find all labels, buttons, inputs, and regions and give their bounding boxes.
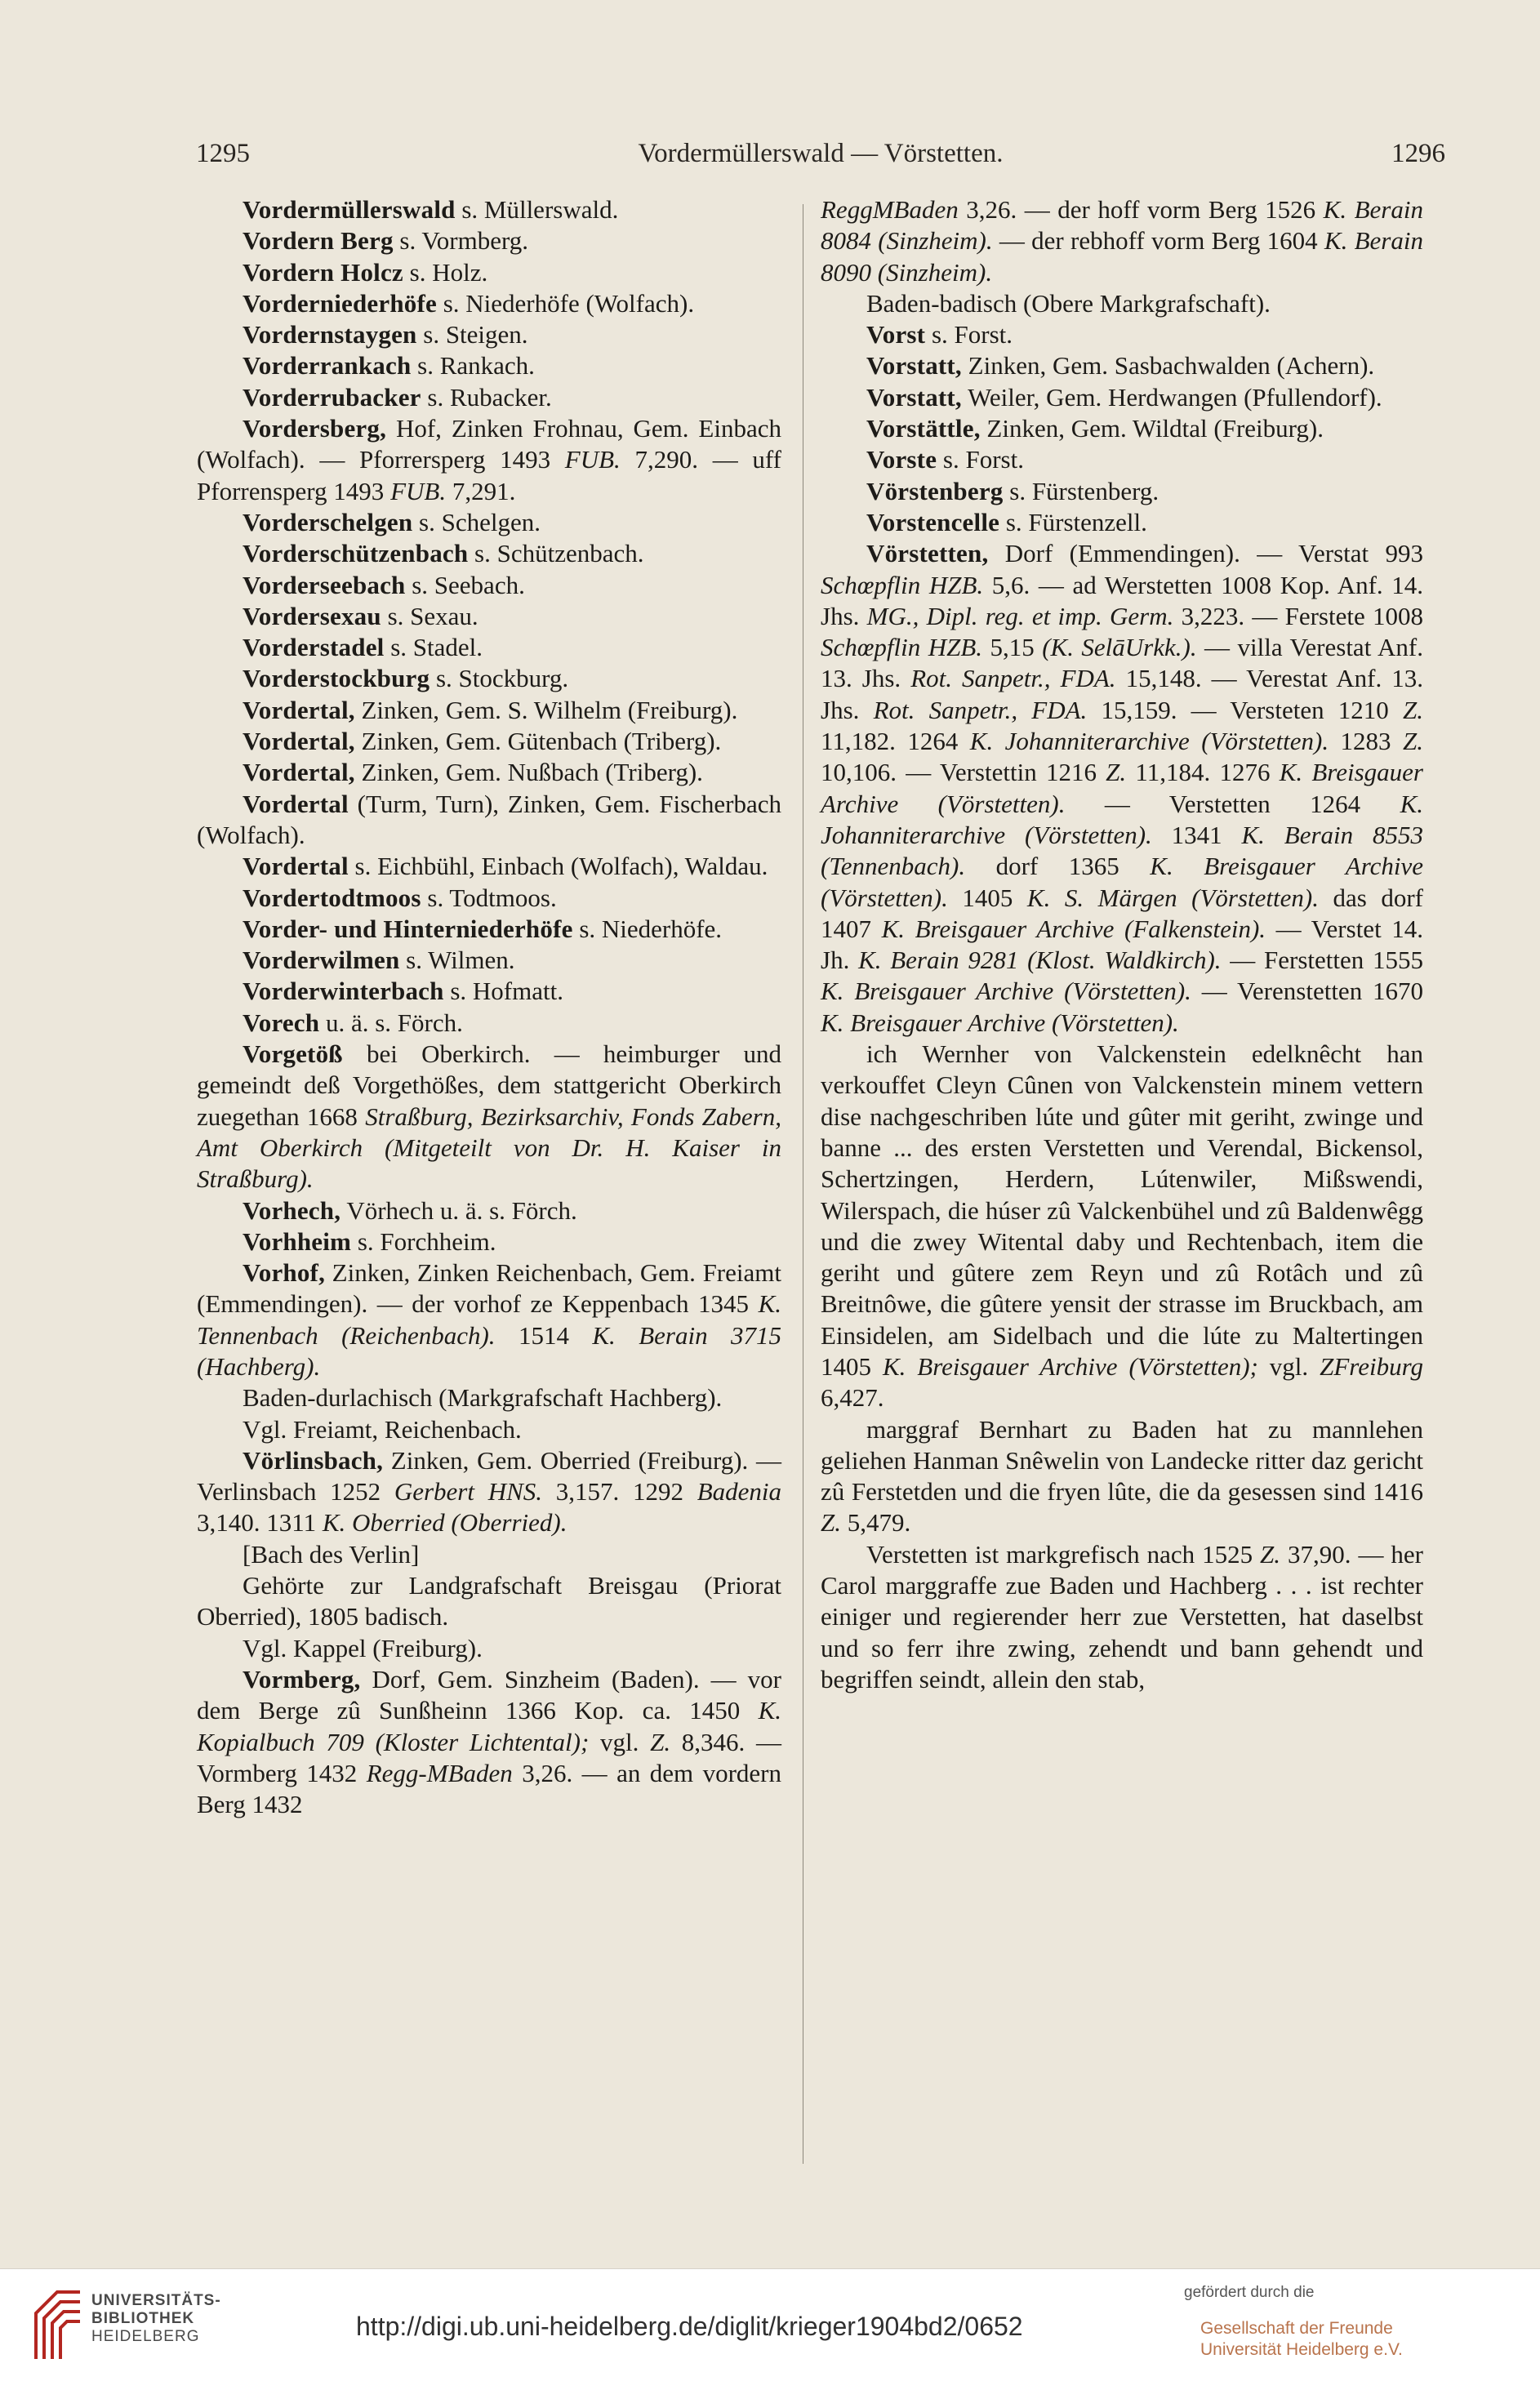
entry-text: s. Wilmen. [399,946,515,975]
entry-text: — Ferstetten 1555 [1221,946,1423,975]
running-header [196,139,1445,171]
entry-text: 10,106. — Verstettin 1216 [821,758,1106,787]
source-citation: ZFreiburg [1320,1351,1423,1381]
entry-text: 1283 [1329,727,1404,756]
dictionary-entry [821,1539,1423,1695]
entry-headword: Vordertal, [243,727,355,756]
dictionary-entry [821,350,1423,381]
dictionary-entry [197,1257,781,1382]
sponsor-line: Gesellschaft der Freunde [1200,2319,1393,2338]
entry-text: s. Niederhöfe (Wolfach). [436,288,695,318]
entry-text: s. Hofmatt. [443,977,563,1006]
dictionary-entry [197,413,781,507]
dictionary-entry [197,350,781,381]
entry-headword: Vorderseebach [243,570,406,599]
entry-headword: Vörstetten, [866,539,989,568]
entry-headword: Vordersexau [243,601,381,630]
dictionary-entry [821,538,1423,1039]
entry-text: Zinken, Gem. Oberried (Freiburg). — Verlinsbach 1252 [197,1445,781,1507]
entry-text: s. Forst. [937,445,1024,474]
entry-headword: Vorste [866,445,937,474]
entry-headword: Vorderstadel [243,633,385,662]
dictionary-entry [197,1008,781,1039]
entry-headword: Vorstatt, [866,382,962,412]
entry-headword: Vorderniederhöfe [243,288,437,318]
entry-text: — Verstetten 1264 [1065,789,1400,818]
entry-text: 15,159. — Versteten 1210 [1087,695,1403,724]
dictionary-entry [197,1633,781,1664]
source-citation: Z. [1260,1539,1281,1569]
entry-headword: Vorstencelle [866,507,1000,536]
source-citation: Schœpflin HZB. [821,570,984,599]
entry-text: 5,6. — ad Werstetten 1008 Kop. Anf. 14. Jhs. [821,570,1423,630]
dictionary-entry [197,601,781,632]
source-citation: K. Breisgauer Archive (Vörstetten); [882,1351,1258,1381]
source-citation: Z. [1403,695,1423,724]
source-citation: Regg-MBaden [366,1758,513,1787]
entry-text: 11,182. 1264 [821,727,970,756]
dictionary-entry [197,1195,781,1226]
source-citation: Rot. Sanpetr., FDA. [910,664,1116,693]
entry-text: s. Vormberg. [393,226,529,256]
source-citation: K. Kopialbuch 709 (Kloster Lichtental); [197,1696,781,1756]
entry-text: 3,26. — der hoff vorm Berg 1526 [958,195,1324,224]
entry-text: Zinken, Zinken Reichenbach, Gem. Freiamt (Emmendingen). — der vorhof ze Keppenbach 1345 [197,1258,781,1319]
entry-headword: Vordersberg, [243,414,387,443]
entry-headword: Vormberg, [243,1664,361,1693]
entry-text: 3,223. — Ferstete 1008 [1173,601,1423,630]
dictionary-entry [821,288,1423,319]
dictionary-entry [821,1414,1423,1539]
source-citation: Rot. Sanpetr., FDA. [873,695,1088,724]
source-citation: Z. [1403,727,1424,756]
source-citation: FUB. [390,476,447,505]
source-citation: K. Breisgauer Archive (Vörstetten). [821,1008,1179,1037]
entry-text: [Bach des Verlin] [243,1539,420,1569]
dictionary-entry [197,257,781,288]
entry-headword: Vordertodtmoos [243,883,421,912]
dictionary-entry [821,319,1423,350]
dictionary-entry [197,632,781,663]
dictionary-entry [197,851,781,882]
entry-text: 1514 [495,1320,593,1350]
dictionary-entry [197,789,781,852]
entry-text: s. Seebach. [405,570,525,599]
dictionary-entry [821,476,1423,507]
source-citation: (K. SelāUrkk.). [1042,633,1197,662]
source-citation: K. Johanniterarchive (Vörstetten). [969,727,1329,756]
dictionary-entry [197,663,781,694]
entry-text: 8,346. — Vormberg 1432 [197,1727,782,1787]
entry-text: Vgl. Kappel (Freiburg). [243,1633,483,1662]
entry-text: marggraf Bernhart zu Baden hat zu mannlehen geliehen Hanman Snêwelin von Landecke ritter daz gericht zû Ferstetden und die fryen lûte, die da gesessen sind 1416 [821,1414,1423,1507]
entry-text: vgl. [589,1727,651,1756]
entry-headword: Vorderrubacker [243,382,421,412]
entry-text: s. Rubacker. [421,382,552,412]
dictionary-entry [197,914,781,945]
dictionary-entry [821,413,1423,444]
dictionary-entry [197,726,781,757]
library-name [91,2292,221,2346]
entry-text: s. Sexau. [381,601,478,630]
dictionary-entry [197,1539,781,1570]
entry-text: s. Eichbühl, Einbach (Wolfach), Waldau. [348,852,768,881]
entry-text: s. Stadel. [384,633,483,662]
source-citation: K. Breisgauer Archive (Falkenstein). [881,914,1266,943]
entry-headword: Vorderwinterbach [243,977,444,1006]
entry-text: 5,479. [841,1508,911,1538]
entry-headword: Vorder- und Hinterniederhöfe [243,914,573,943]
entry-text: s. Holz. [403,257,488,287]
entry-headword: Vorderrankach [243,351,412,381]
dictionary-entry [197,757,781,788]
source-citation: K. Berain 3715 (Hachberg). [197,1320,781,1381]
dictionary-entry [821,444,1423,475]
entry-headword: Vordertal, [243,695,355,724]
entry-text: 3,140. 1311 [197,1508,323,1538]
entry-text: Baden-durlachisch (Markgrafschaft Hachberg). [243,1383,723,1413]
entry-text: Zinken, Gem. S. Wilhelm (Freiburg). [354,695,738,724]
entry-text: Vgl. Freiamt, Reichenbach. [243,1414,522,1444]
entry-text: Dorf (Emmendingen). — Verstat 993 [988,539,1423,568]
dictionary-entry [197,538,781,569]
entry-text: ich Wernher von Valckenstein edelknêcht han verkouffet Cleyn Cûnen von Valckenstein minem vettern dise nachgeschriben lúte und gûter mit geriht, zwinge und banne ... des ersten Verstetten und Verendal, Bickensol, Schertzingen, Herdern, Lútenwiler, Mißswendi, Wilerspach, die húser zû Valckenbühel und zû Baldenwêgg und die zwey Witental daby und Rechtenbach, item die geriht und gûtere zem Reyn und zû Rotâch und zû Breitnôwe, die gûtere yensit der strasse im Bruckbach, am Einsidelen, am Sidelbach und die lúte zu Maltertingen 1405 [821,1039,1423,1381]
source-citation: K. Breisgauer Archive (Vörstetten). [821,758,1423,818]
entry-text: s. Niederhöfe. [572,914,723,943]
entry-text: — Verenstetten 1670 [1191,977,1423,1006]
dictionary-entry [197,883,781,914]
source-citation: K. S. Märgen (Vörstetten). [1026,883,1319,912]
source-citation: Straßburg, Bezirksarchiv, Fonds Zabern, Amt Oberkirch (Mitgeteilt von Dr. H. Kaiser in Straßburg). [197,1102,781,1194]
dictionary-entry [197,288,781,319]
source-citation: K. Berain 8090 (Sinzheim). [821,226,1423,287]
funded-by-label: gefördert durch die [1184,2284,1315,2301]
entry-text: 7,290. — uff Pforrensperg 1493 [197,445,781,505]
source-citation: K. Tennenbach (Reichenbach). [197,1289,781,1350]
entry-headword: Vordertal [243,852,349,881]
entry-headword: Vorech [243,1008,320,1037]
source-citation: Gerbert HNS. [394,1477,543,1507]
dictionary-entry [197,1664,781,1820]
entry-text: s. Rankach. [411,351,535,381]
entry-headword: Vorst [866,320,926,349]
viewer-footer [0,2268,1540,2390]
entry-text: s. Müllerswald. [455,195,619,224]
entry-headword: Vörlinsbach, [243,1445,384,1475]
entry-text: das dorf 1407 [821,883,1423,943]
entry-text: Verstetten ist markgrefisch nach 1525 [866,1539,1261,1569]
entry-text: s. Steigen. [416,320,528,349]
dictionary-entry [197,319,781,350]
dictionary-entry [197,507,781,538]
entry-headword: Vorgetöß [243,1039,343,1069]
entry-text: 7,291. [446,476,516,505]
dictionary-entry [821,507,1423,538]
source-citation: K. Johanniterarchive (Vörstetten). [821,789,1423,849]
entry-headword: Vorderwilmen [243,946,400,975]
entry-text: s. Schützenbach. [468,539,644,568]
source-citation: Z. [650,1727,671,1756]
entry-text: Baden-badisch (Obere Markgrafschaft). [866,288,1271,318]
entry-text: Zinken, Gem. Gütenbach (Triberg). [354,727,722,756]
entry-headword: Vordern Berg [243,226,394,256]
library-name-line: UNIVERSITÄTS- [91,2292,221,2309]
entry-text: — villa Verestat Anf. 13. Jhs. [821,633,1424,693]
entry-text: Zinken, Gem. Sasbachwalden (Achern). [961,351,1375,381]
left-column [197,194,781,1820]
dictionary-entry [821,194,1423,288]
entry-headword: Vordermüllerswald [243,195,456,224]
source-citation: Z. [821,1508,841,1538]
library-name-line: HEIDELBERG [91,2328,200,2345]
running-title: Vordermüllerswald — Vörstetten. [638,139,1004,168]
entry-headword: Vordertal [243,789,349,818]
entry-text: u. ä. s. Förch. [319,1008,463,1037]
entry-text: 1405 [947,883,1027,912]
source-citation: ReggMBaden [821,195,959,224]
source-citation: FUB. [564,445,621,474]
page-number-left: 1295 [196,139,250,168]
entry-text: 1341 [1151,820,1242,849]
entry-text: 3,157. 1292 [542,1477,697,1507]
source-citation: K. Breisgauer Archive (Vörstetten). [821,852,1424,912]
entry-text: Hof, Zinken Frohnau, Gem. Einbach (Wolfach). — Pforrersperg 1493 [197,414,781,474]
entry-headword: Vorderschelgen [243,507,413,536]
entry-text: s. Forst. [925,320,1013,349]
source-citation: K. Breisgauer Archive (Vörstetten). [821,977,1191,1006]
dictionary-entry [821,1039,1423,1414]
entry-headword: Vorhech, [243,1195,341,1225]
entry-text: 5,15 [982,633,1043,662]
entry-text: 11,184. 1276 [1126,758,1280,787]
entry-headword: Vorderschützenbach [243,539,469,568]
entry-text: — Verstet 14. Jh. [821,914,1423,975]
entry-text: s. Stockburg. [430,664,569,693]
entry-headword: Vörstenberg [866,476,1004,505]
source-citation: Z. [1106,758,1127,787]
entry-headword: Vorstättle, [866,414,981,443]
source-citation: MG., Dipl. reg. et imp. Germ. [866,601,1174,630]
entry-headword: Vorderstockburg [243,664,430,693]
entry-text: (Turm, Turn), Zinken, Gem. Fischerbach (Wolfach). [197,789,781,849]
dictionary-entry [197,382,781,413]
dictionary-entry [197,1570,781,1633]
source-citation: Badenia [697,1477,782,1507]
entry-text: bei Oberkirch. — heimburger und gemeindt deß Vorgethößes, dem stattgericht Oberkirch zuegethan 1668 [197,1039,781,1131]
dictionary-entry [197,945,781,976]
page-number-right: 1296 [1391,139,1445,168]
dictionary-entry [197,1414,781,1445]
dictionary-entry [197,570,781,601]
dictionary-entry [197,225,781,256]
entry-headword: Vorhof, [243,1258,326,1288]
entry-text: Zinken, Gem. Nußbach (Triberg). [354,758,703,787]
right-column [821,194,1423,1695]
entry-text: Weiler, Gem. Herdwangen (Pfullendorf). [961,382,1382,412]
entry-text: s. Forchheim. [351,1226,496,1256]
entry-text: 37,90. — her Carol marggraffe zue Baden und Hachberg . . . ist rechter einiger und regierender herr zue Verstetten, hat daselbst und so ferr ihre zwing, zehendt und bann gehendt und begriffen seindt, allein den stab, [821,1539,1423,1693]
source-citation: K. Oberried (Oberried). [322,1508,567,1538]
dictionary-entry [197,1226,781,1257]
source-citation: K. Berain 8084 (Sinzheim). [821,195,1423,256]
entry-text: Gehörte zur Landgrafschaft Breisgau (Priorat Oberried), 1805 badisch. [197,1571,781,1631]
entry-headword: Vordertal, [243,758,355,787]
permalink-url[interactable]: http://digi.ub.uni-heidelberg.de/diglit/krieger1904bd2/0652 [356,2312,1023,2341]
dictionary-entry [197,194,781,225]
entry-text: Zinken, Gem. Wildtal (Freiburg). [980,414,1324,443]
entry-headword: Vorhheim [243,1226,352,1256]
entry-text: 6,427. [821,1383,884,1413]
entry-text: 15,148. — Verestat Anf. 13. Jhs. [821,664,1423,724]
entry-text: vgl. [1257,1351,1320,1381]
entry-text: Dorf, Gem. Sinzheim (Baden). — vor dem Berge zû Sunßheinn 1366 Kop. ca. 1450 [197,1664,781,1725]
dictionary-entry [821,382,1423,413]
library-name-line: BIBLIOTHEK [91,2310,195,2327]
entry-text: Vörhech u. ä. s. Förch. [340,1195,577,1225]
dictionary-entry [197,976,781,1007]
entry-text: 3,26. — an dem vordern Berg 1432 [197,1758,781,1819]
source-citation: K. Berain 8553 (Tennenbach). [821,820,1423,881]
entry-text: — der rebhoff vorm Berg 1604 [992,226,1324,256]
dictionary-entry [197,1382,781,1413]
entry-headword: Vorstatt, [866,351,962,381]
entry-text: s. Fürstenzell. [999,507,1147,536]
entry-text: s. Schelgen. [412,507,541,536]
source-citation: K. Berain 9281 (Klost. Waldkirch). [858,946,1222,975]
dictionary-entry [197,695,781,726]
dictionary-entry [197,1445,781,1539]
sponsor-line: Universität Heidelberg e.V. [1200,2340,1403,2359]
entry-text: s. Fürstenberg. [1003,476,1159,505]
source-citation: Schœpflin HZB. [821,633,983,662]
entry-headword: Vordern Holcz [243,257,403,287]
entry-text: s. Todtmoos. [421,883,557,912]
entry-headword: Vordernstaygen [243,320,417,349]
dictionary-entry [197,1039,781,1195]
entry-text: dorf 1365 [965,852,1151,881]
sponsor-name [1200,2318,1403,2361]
library-logo-icon [33,2289,83,2362]
